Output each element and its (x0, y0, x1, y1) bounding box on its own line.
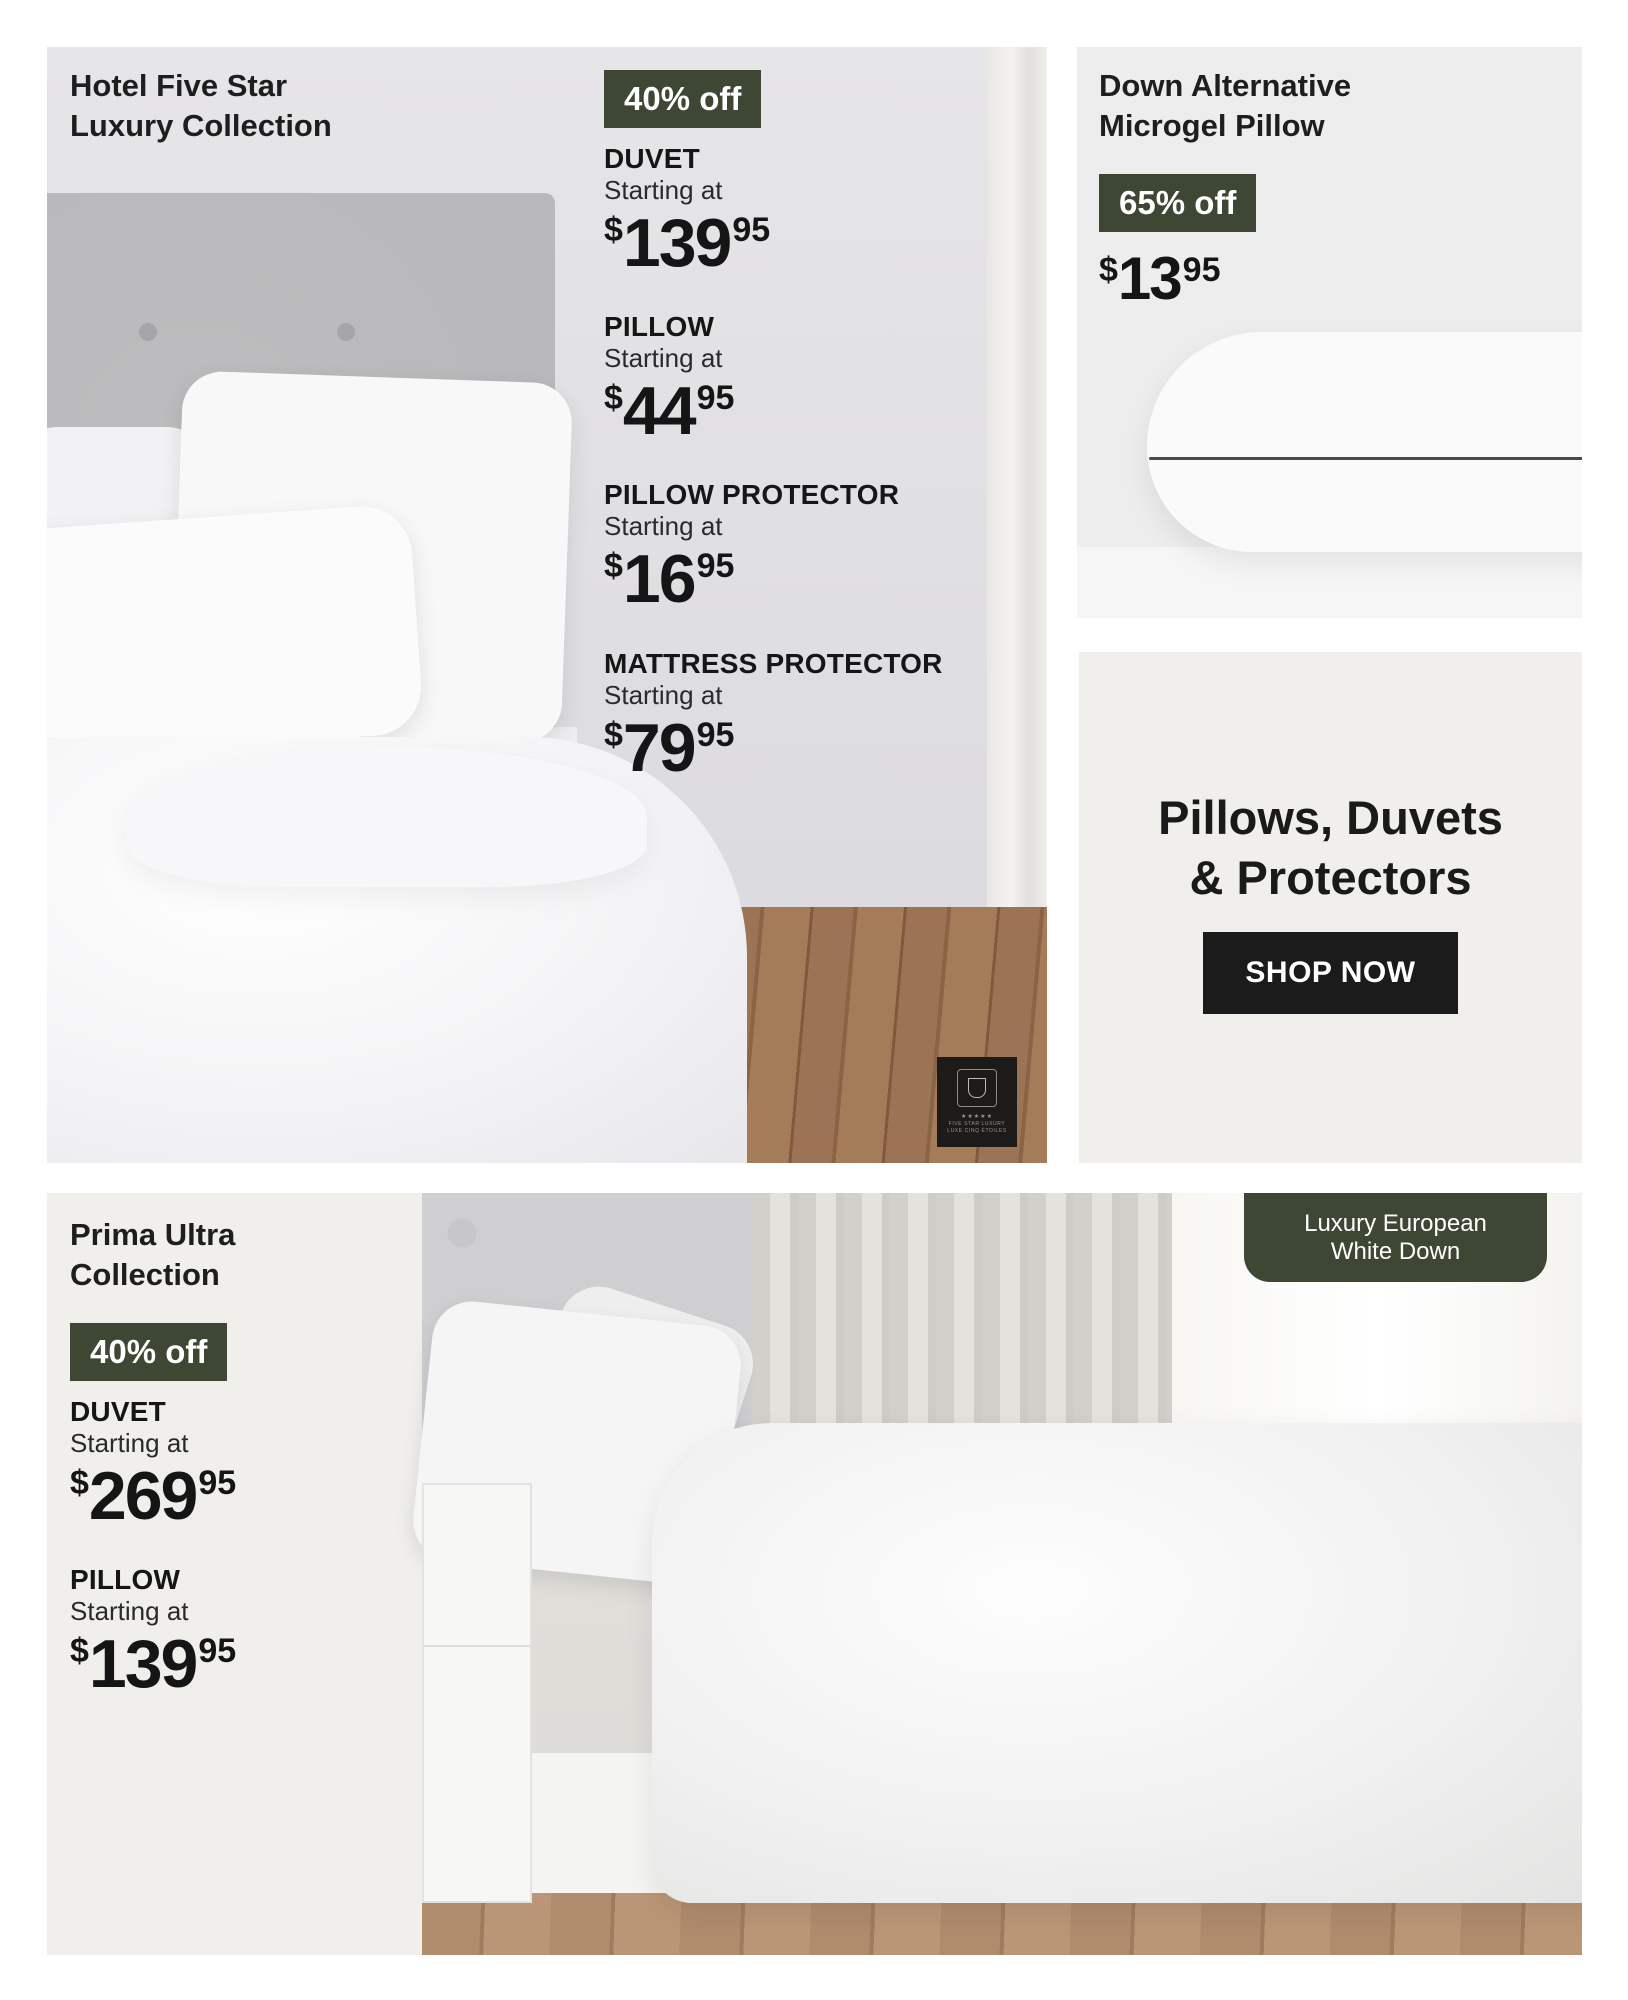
product-mattress-protector[interactable] (604, 648, 943, 786)
heading-line: & Protectors (1189, 851, 1472, 904)
logo-stars: ★★★★★ (961, 1114, 993, 1120)
shop-now-button[interactable]: SHOP NOW (1203, 932, 1458, 1014)
starting-at-label: Starting at (604, 680, 723, 710)
logo-line-fr: LUXE CINQ ÉTOILES (947, 1128, 1007, 1134)
price-cents: 95 (198, 1632, 237, 1670)
logo-line-en: FIVE STAR LUXURY (948, 1121, 1006, 1127)
product-price (70, 1626, 237, 1702)
starting-at-label: Starting at (70, 1596, 189, 1626)
price-currency: $ (1099, 251, 1118, 289)
product-pillow[interactable] (70, 1564, 237, 1702)
discount-badge (70, 1323, 227, 1381)
starting-at-label: Starting at (604, 175, 723, 205)
starting-at-label: Starting at (70, 1428, 189, 1458)
title-line: Prima Ultra (70, 1217, 236, 1252)
product-pillow[interactable] (604, 311, 735, 449)
five-star-luxury-logo (937, 1057, 1017, 1147)
price-cents: 95 (198, 1464, 237, 1502)
price-dollars: 139 (622, 205, 731, 281)
title-line: Luxury Collection (70, 108, 332, 143)
price-cents: 95 (696, 716, 735, 754)
collection-title (70, 66, 332, 146)
prima-ultra-panel[interactable] (47, 1193, 1582, 1955)
microgel-pillow-panel[interactable] (1077, 47, 1582, 618)
price-cents: 95 (696, 379, 735, 417)
hotel-five-star-panel[interactable] (47, 47, 1047, 1163)
tag-line: White Down (1330, 1237, 1461, 1265)
product-price (604, 710, 943, 786)
headboard-tuft (139, 323, 157, 341)
collection-title (70, 1215, 235, 1295)
price-currency: $ (604, 716, 623, 754)
price-cents: 95 (696, 547, 735, 585)
discount-badge (1099, 174, 1256, 232)
curtain-image (987, 47, 1047, 987)
price-currency: $ (70, 1632, 89, 1670)
title-line: Microgel Pillow (1099, 108, 1325, 143)
starting-at-label: Starting at (604, 511, 723, 541)
pillow-piping-image (1149, 457, 1582, 460)
product-name: DUVET (70, 1396, 166, 1427)
tag-line: Luxury European (1304, 1209, 1487, 1237)
product-price (604, 373, 735, 449)
price-dollars: 16 (622, 541, 695, 617)
product-pillow-protector[interactable] (604, 479, 900, 617)
price-currency: $ (604, 379, 623, 417)
duvet-fold-image (127, 747, 647, 887)
product-price (70, 1458, 237, 1534)
price-dollars: 13 (1117, 245, 1181, 312)
price-currency: $ (604, 547, 623, 585)
price-cents: 95 (732, 211, 771, 249)
headboard-tuft (337, 323, 355, 341)
curtain-image (752, 1193, 1172, 1453)
product-price (604, 541, 899, 617)
price-cents: 95 (1182, 251, 1221, 289)
discount-badge-label: 65% off (1099, 174, 1256, 232)
price-dollars: 139 (88, 1626, 197, 1702)
price-currency: $ (604, 211, 623, 249)
product-price (1099, 245, 1221, 312)
product-name: PILLOW (604, 311, 715, 342)
pillow-image (1147, 332, 1582, 552)
duvet-image (652, 1423, 1582, 1903)
nightstand-image (422, 1483, 532, 1903)
product-duvet[interactable] (604, 143, 771, 281)
price-dollars: 269 (88, 1458, 197, 1534)
price-dollars: 79 (622, 710, 695, 786)
title-line: Collection (70, 1257, 220, 1292)
heading-line: Pillows, Duvets (1158, 791, 1503, 844)
discount-badge-label: 40% off (604, 70, 761, 128)
discount-badge-label: 40% off (70, 1323, 227, 1381)
product-name: PILLOW (70, 1564, 181, 1595)
surface-image (1077, 547, 1582, 618)
product-name: PILLOW PROTECTOR (604, 479, 900, 510)
product-title (1099, 66, 1351, 146)
product-name: DUVET (604, 143, 700, 174)
crest-icon (957, 1069, 997, 1107)
product-price (604, 205, 771, 281)
title-line: Down Alternative (1099, 68, 1352, 103)
title-line: Hotel Five Star (70, 68, 288, 103)
price-currency: $ (70, 1464, 89, 1502)
luxury-european-white-down-tag (1244, 1193, 1547, 1282)
bedroom-photo (422, 1193, 1582, 1955)
price-dollars: 44 (622, 373, 695, 449)
category-cta-panel (1079, 652, 1582, 1163)
product-name: MATTRESS PROTECTOR (604, 648, 943, 679)
discount-badge (604, 70, 761, 128)
category-heading (1079, 788, 1582, 908)
product-duvet[interactable] (70, 1396, 237, 1534)
starting-at-label: Starting at (604, 343, 723, 373)
pillow-image (47, 503, 425, 761)
